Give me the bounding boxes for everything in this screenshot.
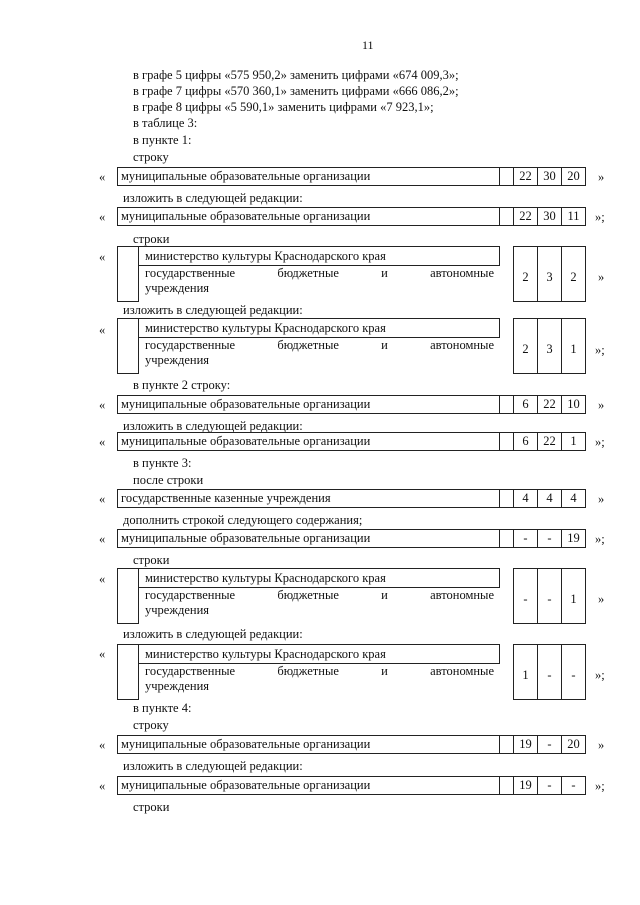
open-quote: « (99, 435, 106, 449)
row-name-cell: муниципальные образовательные организации (117, 776, 500, 795)
row-value: - (523, 592, 528, 606)
desc-word: автономные (430, 664, 494, 678)
close-quote: »; (595, 532, 605, 546)
instruction-line: дополнить строкой следующего содержания; (123, 513, 363, 527)
close-quote: » (598, 398, 605, 412)
instruction-line: строки (133, 232, 170, 246)
row-gap (499, 207, 514, 226)
instruction-line: после строки (133, 473, 204, 487)
intro-line: в пункте 1: (133, 133, 192, 147)
open-quote: « (99, 738, 106, 752)
row-stub (117, 644, 139, 700)
row-value-cell: - (537, 735, 562, 754)
open-quote: « (99, 170, 106, 184)
ministry-cell: министерство культуры Краснодарского края (139, 568, 500, 588)
row-value: 3 (546, 270, 553, 284)
intro-line: в графе 8 цифры «5 590,1» заменить цифрами «7 923,1»; (133, 100, 434, 114)
instruction-line: изложить в следующей редакции: (123, 191, 303, 205)
row-name-cell: муниципальные образовательные организации (117, 735, 500, 754)
desc-line: учреждения (145, 679, 210, 693)
row-name-cell: муниципальные образовательные организации (117, 395, 500, 414)
desc-word: автономные (430, 588, 494, 602)
row-value: 1 (522, 668, 529, 682)
row-stub (117, 246, 139, 302)
row-value-cell: 6 (513, 432, 538, 451)
close-quote: »; (595, 343, 605, 357)
row-value-cell: 20 (561, 735, 586, 754)
close-quote: » (598, 270, 605, 284)
intro-line: в таблице 3: (133, 116, 198, 130)
description-cell (139, 664, 500, 700)
row-value-cell: 6 (513, 395, 538, 414)
row-value: 2 (522, 270, 529, 284)
instruction-line: изложить в следующей редакции: (123, 627, 303, 641)
open-quote: « (99, 210, 106, 224)
row-value: 2 (522, 342, 529, 356)
instruction-line: в пункте 2 строку: (133, 378, 231, 392)
row-value-cell: 4 (561, 489, 586, 508)
open-quote: « (99, 532, 106, 546)
row-value: 3 (546, 342, 553, 356)
row-value: 1 (570, 592, 577, 606)
desc-word: бюджетные (277, 266, 339, 280)
close-quote: »; (595, 435, 605, 449)
ministry-cell: министерство культуры Краснодарского края (139, 246, 500, 266)
row-value-cell: 22 (513, 207, 538, 226)
instruction-line: изложить в следующей редакции: (123, 759, 303, 773)
row-gap (499, 529, 514, 548)
ministry-cell: министерство культуры Краснодарского края (139, 318, 500, 338)
open-quote: « (99, 647, 106, 661)
close-quote: » (598, 492, 605, 506)
open-quote: « (99, 492, 106, 506)
row-value-cell: - (561, 776, 586, 795)
row-gap (499, 489, 514, 508)
row-value-cell: 19 (513, 735, 538, 754)
desc-word: и (381, 338, 388, 352)
desc-word: и (381, 266, 388, 280)
instruction-line: в пункте 4: (133, 701, 192, 715)
row-stub (117, 568, 139, 624)
desc-line: учреждения (145, 281, 210, 295)
intro-line: в графе 7 цифры «570 360,1» заменить цифрами «666 086,2»; (133, 84, 459, 98)
close-quote: » (598, 592, 605, 606)
row-value-cell: 4 (537, 489, 562, 508)
ministry-cell: министерство культуры Краснодарского края (139, 644, 500, 664)
row-value-cell: - (513, 529, 538, 548)
instruction-line: изложить в следующей редакции: (123, 303, 303, 317)
desc-word: автономные (430, 338, 494, 352)
row-name-cell: муниципальные образовательные организации (117, 167, 500, 186)
close-quote: » (598, 170, 605, 184)
close-quote: »; (595, 668, 605, 682)
open-quote: « (99, 250, 106, 264)
desc-word: бюджетные (277, 588, 339, 602)
close-quote: » (598, 738, 605, 752)
row-value-cell: 22 (537, 395, 562, 414)
row-value: 2 (570, 270, 577, 284)
description-cell (139, 266, 500, 302)
row-value-cell: - (537, 776, 562, 795)
desc-word: государственные (145, 266, 236, 280)
instruction-line: изложить в следующей редакции: (123, 419, 303, 433)
page-number: 11 (362, 38, 374, 52)
description-cell (139, 338, 500, 374)
row-value-cell: 20 (561, 167, 586, 186)
row-value-cell: 22 (513, 167, 538, 186)
row-gap (499, 735, 514, 754)
row-gap (499, 432, 514, 451)
row-gap (499, 395, 514, 414)
row-name-cell: муниципальные образовательные организации (117, 432, 500, 451)
description-cell (139, 588, 500, 624)
intro-line: в графе 5 цифры «575 950,2» заменить цифрами «674 009,3»; (133, 68, 459, 82)
open-quote: « (99, 398, 106, 412)
instruction-line: строки (133, 800, 170, 814)
open-quote: « (99, 572, 106, 586)
row-name-cell: муниципальные образовательные организации (117, 207, 500, 226)
close-quote: »; (595, 210, 605, 224)
row-name-cell: муниципальные образовательные организации (117, 529, 500, 548)
row-value: 1 (570, 342, 577, 356)
desc-word: автономные (430, 266, 494, 280)
row-value-cell: 4 (513, 489, 538, 508)
row-value-cell: 30 (537, 207, 562, 226)
row-gap (499, 167, 514, 186)
open-quote: « (99, 779, 106, 793)
desc-line: учреждения (145, 603, 210, 617)
instruction-line: строку (133, 150, 169, 164)
desc-line: учреждения (145, 353, 210, 367)
row-value-cell: 10 (561, 395, 586, 414)
open-quote: « (99, 323, 106, 337)
row-value-cell: 1 (561, 432, 586, 451)
row-value-cell: 19 (561, 529, 586, 548)
desc-word: бюджетные (277, 664, 339, 678)
row-value: - (547, 668, 552, 682)
desc-word: государственные (145, 338, 236, 352)
desc-word: государственные (145, 588, 236, 602)
row-value-cell: 19 (513, 776, 538, 795)
instruction-line: в пункте 3: (133, 456, 192, 470)
row-stub (117, 318, 139, 374)
row-value: - (571, 668, 576, 682)
row-name-cell: государственные казенные учреждения (117, 489, 500, 508)
desc-word: и (381, 588, 388, 602)
instruction-line: строку (133, 718, 169, 732)
close-quote: »; (595, 779, 605, 793)
instruction-line: строки (133, 553, 170, 567)
row-value-cell: 11 (561, 207, 586, 226)
desc-word: государственные (145, 664, 236, 678)
row-value-cell: 22 (537, 432, 562, 451)
desc-word: бюджетные (277, 338, 339, 352)
row-value-cell: - (537, 529, 562, 548)
row-gap (499, 776, 514, 795)
row-value-cell: 30 (537, 167, 562, 186)
desc-word: и (381, 664, 388, 678)
row-value: - (547, 592, 552, 606)
